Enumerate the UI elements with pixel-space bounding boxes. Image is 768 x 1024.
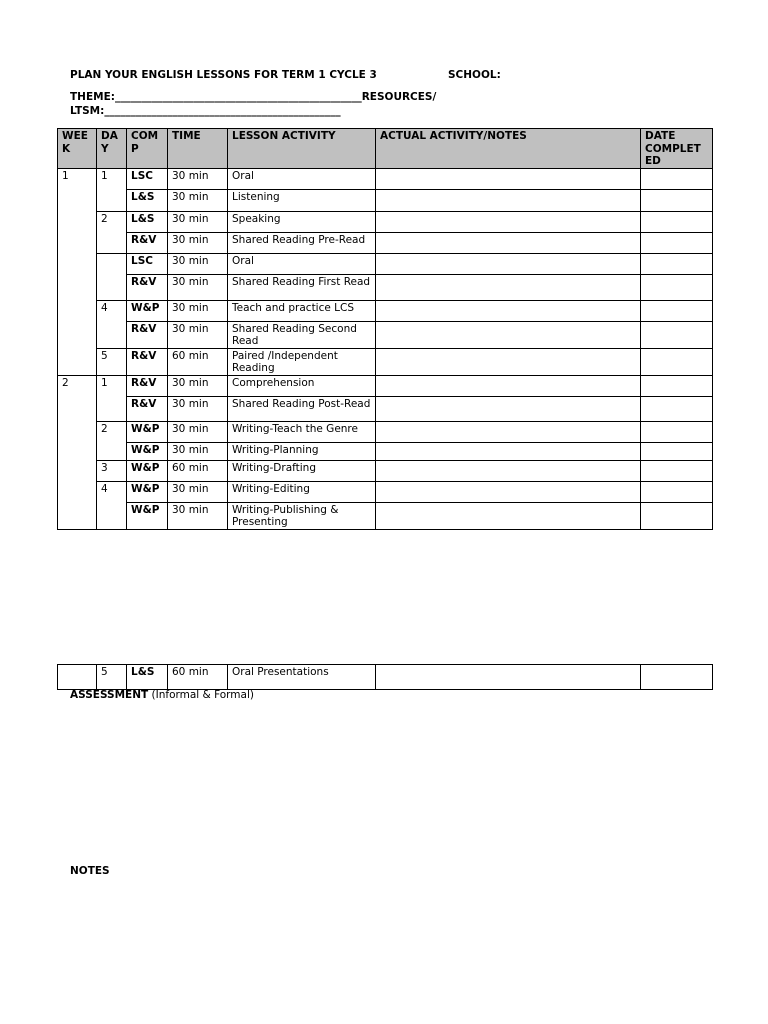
school-label: SCHOOL: <box>448 69 501 81</box>
notes-cell[interactable] <box>376 665 641 690</box>
activity-cell: Writing-Drafting <box>228 460 376 481</box>
date-cell[interactable] <box>641 274 713 300</box>
week-cell <box>58 232 97 253</box>
comp-cell: R&V <box>127 321 168 348</box>
day-cell <box>97 502 127 529</box>
time-cell: 30 min <box>168 253 228 274</box>
date-cell[interactable] <box>641 168 713 189</box>
day-cell <box>97 189 127 211</box>
comp-cell: W&P <box>127 481 168 502</box>
notes-cell[interactable] <box>376 232 641 253</box>
activity-cell: Paired /Independent Reading <box>228 348 376 375</box>
notes-cell[interactable] <box>376 502 641 529</box>
comp-cell: W&P <box>127 421 168 442</box>
week-cell <box>58 189 97 211</box>
date-cell[interactable] <box>641 232 713 253</box>
table-row <box>58 232 713 253</box>
day-cell: 5 <box>97 348 127 375</box>
comp-cell: R&V <box>127 274 168 300</box>
table-row <box>58 253 713 274</box>
table-row <box>58 481 713 502</box>
time-cell: 30 min <box>168 232 228 253</box>
day-cell <box>97 274 127 300</box>
activity-cell: Oral <box>228 168 376 189</box>
time-cell: 30 min <box>168 396 228 421</box>
comp-cell: LSC <box>127 253 168 274</box>
week-cell <box>58 502 97 529</box>
day-cell: 4 <box>97 481 127 502</box>
week-cell: 1 <box>58 168 97 189</box>
time-cell: 30 min <box>168 274 228 300</box>
lesson-plan-table-continued <box>57 664 713 690</box>
notes-cell[interactable] <box>376 442 641 460</box>
assessment-detail: (Informal & Formal) <box>148 689 254 701</box>
notes-cell[interactable] <box>376 168 641 189</box>
header-date-completed: DATE COMPLET ED <box>641 129 713 169</box>
week-cell <box>58 396 97 421</box>
activity-cell: Oral Presentations <box>228 665 376 690</box>
week-cell <box>58 253 97 274</box>
table-row <box>58 502 713 529</box>
day-cell <box>97 253 127 274</box>
activity-cell: Writing-Editing <box>228 481 376 502</box>
activity-cell: Teach and practice LCS <box>228 300 376 321</box>
table-row <box>58 189 713 211</box>
table-header-row <box>58 129 713 169</box>
comp-cell: R&V <box>127 348 168 375</box>
day-cell: 4 <box>97 300 127 321</box>
week-cell <box>58 300 97 321</box>
day-cell: 5 <box>97 665 127 690</box>
table-row <box>58 211 713 232</box>
week-cell <box>58 442 97 460</box>
week-cell <box>58 348 97 375</box>
date-cell[interactable] <box>641 253 713 274</box>
time-cell: 30 min <box>168 168 228 189</box>
comp-cell: W&P <box>127 442 168 460</box>
comp-cell: L&S <box>127 189 168 211</box>
comp-cell: W&P <box>127 502 168 529</box>
notes-cell[interactable] <box>376 348 641 375</box>
time-cell: 30 min <box>168 481 228 502</box>
header-time: TIME <box>168 129 228 169</box>
activity-cell: Shared Reading Pre-Read <box>228 232 376 253</box>
date-cell[interactable] <box>641 189 713 211</box>
comp-cell: W&P <box>127 460 168 481</box>
table-row <box>58 421 713 442</box>
notes-cell[interactable] <box>376 211 641 232</box>
assessment-label: ASSESSMENT <box>70 689 149 701</box>
activity-cell: Writing-Teach the Genre <box>228 421 376 442</box>
comp-cell: R&V <box>127 375 168 396</box>
lesson-plan-table <box>57 128 713 530</box>
day-cell: 1 <box>97 168 127 189</box>
page-title: PLAN YOUR ENGLISH LESSONS FOR TERM 1 CYCLE 3 <box>70 69 377 81</box>
table-row <box>58 396 713 421</box>
assessment-heading <box>70 689 254 701</box>
day-cell <box>97 396 127 421</box>
notes-cell[interactable] <box>376 253 641 274</box>
comp-cell: R&V <box>127 232 168 253</box>
date-cell[interactable] <box>641 375 713 396</box>
comp-cell: L&S <box>127 211 168 232</box>
table-row <box>58 274 713 300</box>
week-cell <box>58 211 97 232</box>
date-cell[interactable] <box>641 348 713 375</box>
week-cell <box>58 665 97 690</box>
day-cell: 2 <box>97 211 127 232</box>
notes-cell[interactable] <box>376 460 641 481</box>
activity-cell: Shared Reading Post-Read <box>228 396 376 421</box>
notes-cell[interactable] <box>376 274 641 300</box>
time-cell: 30 min <box>168 300 228 321</box>
time-cell: 30 min <box>168 189 228 211</box>
date-cell[interactable] <box>641 211 713 232</box>
notes-cell[interactable] <box>376 300 641 321</box>
day-cell: 2 <box>97 421 127 442</box>
date-cell[interactable] <box>641 460 713 481</box>
day-cell: 1 <box>97 375 127 396</box>
comp-cell: R&V <box>127 396 168 421</box>
notes-cell[interactable] <box>376 375 641 396</box>
table-row <box>58 321 713 348</box>
header-comp: COM P <box>127 129 168 169</box>
notes-cell[interactable] <box>376 396 641 421</box>
activity-cell: Shared Reading First Read <box>228 274 376 300</box>
comp-cell: L&S <box>127 665 168 690</box>
activity-cell: Listening <box>228 189 376 211</box>
time-cell: 60 min <box>168 348 228 375</box>
time-cell: 60 min <box>168 460 228 481</box>
notes-cell[interactable] <box>376 189 641 211</box>
notes-cell[interactable] <box>376 421 641 442</box>
header-day: DA Y <box>97 129 127 169</box>
time-cell: 30 min <box>168 211 228 232</box>
time-cell: 30 min <box>168 421 228 442</box>
week-cell <box>58 460 97 481</box>
activity-cell: Writing-Planning <box>228 442 376 460</box>
activity-cell: Speaking <box>228 211 376 232</box>
week-cell <box>58 321 97 348</box>
date-cell[interactable] <box>641 300 713 321</box>
table-row <box>58 300 713 321</box>
time-cell: 60 min <box>168 665 228 690</box>
theme-line: THEME:_______________________________________________RESOURCES/ <box>70 91 437 103</box>
week-cell <box>58 481 97 502</box>
activity-cell: Shared Reading Second Read <box>228 321 376 348</box>
table-row <box>58 168 713 189</box>
date-cell[interactable] <box>641 502 713 529</box>
day-cell: 3 <box>97 460 127 481</box>
date-cell[interactable] <box>641 321 713 348</box>
table-row <box>58 442 713 460</box>
day-cell <box>97 442 127 460</box>
notes-label: NOTES <box>70 865 110 877</box>
table-row <box>58 665 713 690</box>
date-cell[interactable] <box>641 396 713 421</box>
notes-cell[interactable] <box>376 481 641 502</box>
time-cell: 30 min <box>168 502 228 529</box>
notes-cell[interactable] <box>376 321 641 348</box>
table-row <box>58 375 713 396</box>
comp-cell: W&P <box>127 300 168 321</box>
day-cell <box>97 321 127 348</box>
table-row <box>58 348 713 375</box>
table-row <box>58 460 713 481</box>
day-cell <box>97 232 127 253</box>
activity-cell: Writing-Publishing & Presenting <box>228 502 376 529</box>
time-cell: 30 min <box>168 321 228 348</box>
activity-cell: Oral <box>228 253 376 274</box>
week-cell: 2 <box>58 375 97 396</box>
header-week: WEE K <box>58 129 97 169</box>
date-cell[interactable] <box>641 442 713 460</box>
date-cell[interactable] <box>641 665 713 690</box>
time-cell: 30 min <box>168 375 228 396</box>
header-actual-activity: ACTUAL ACTIVITY/NOTES <box>376 129 641 169</box>
comp-cell: LSC <box>127 168 168 189</box>
week-cell <box>58 421 97 442</box>
time-cell: 30 min <box>168 442 228 460</box>
date-cell[interactable] <box>641 481 713 502</box>
week-cell <box>58 274 97 300</box>
activity-cell: Comprehension <box>228 375 376 396</box>
date-cell[interactable] <box>641 421 713 442</box>
ltsm-line: LTSM:_____________________________________________ <box>70 105 341 117</box>
header-lesson-activity: LESSON ACTIVITY <box>228 129 376 169</box>
